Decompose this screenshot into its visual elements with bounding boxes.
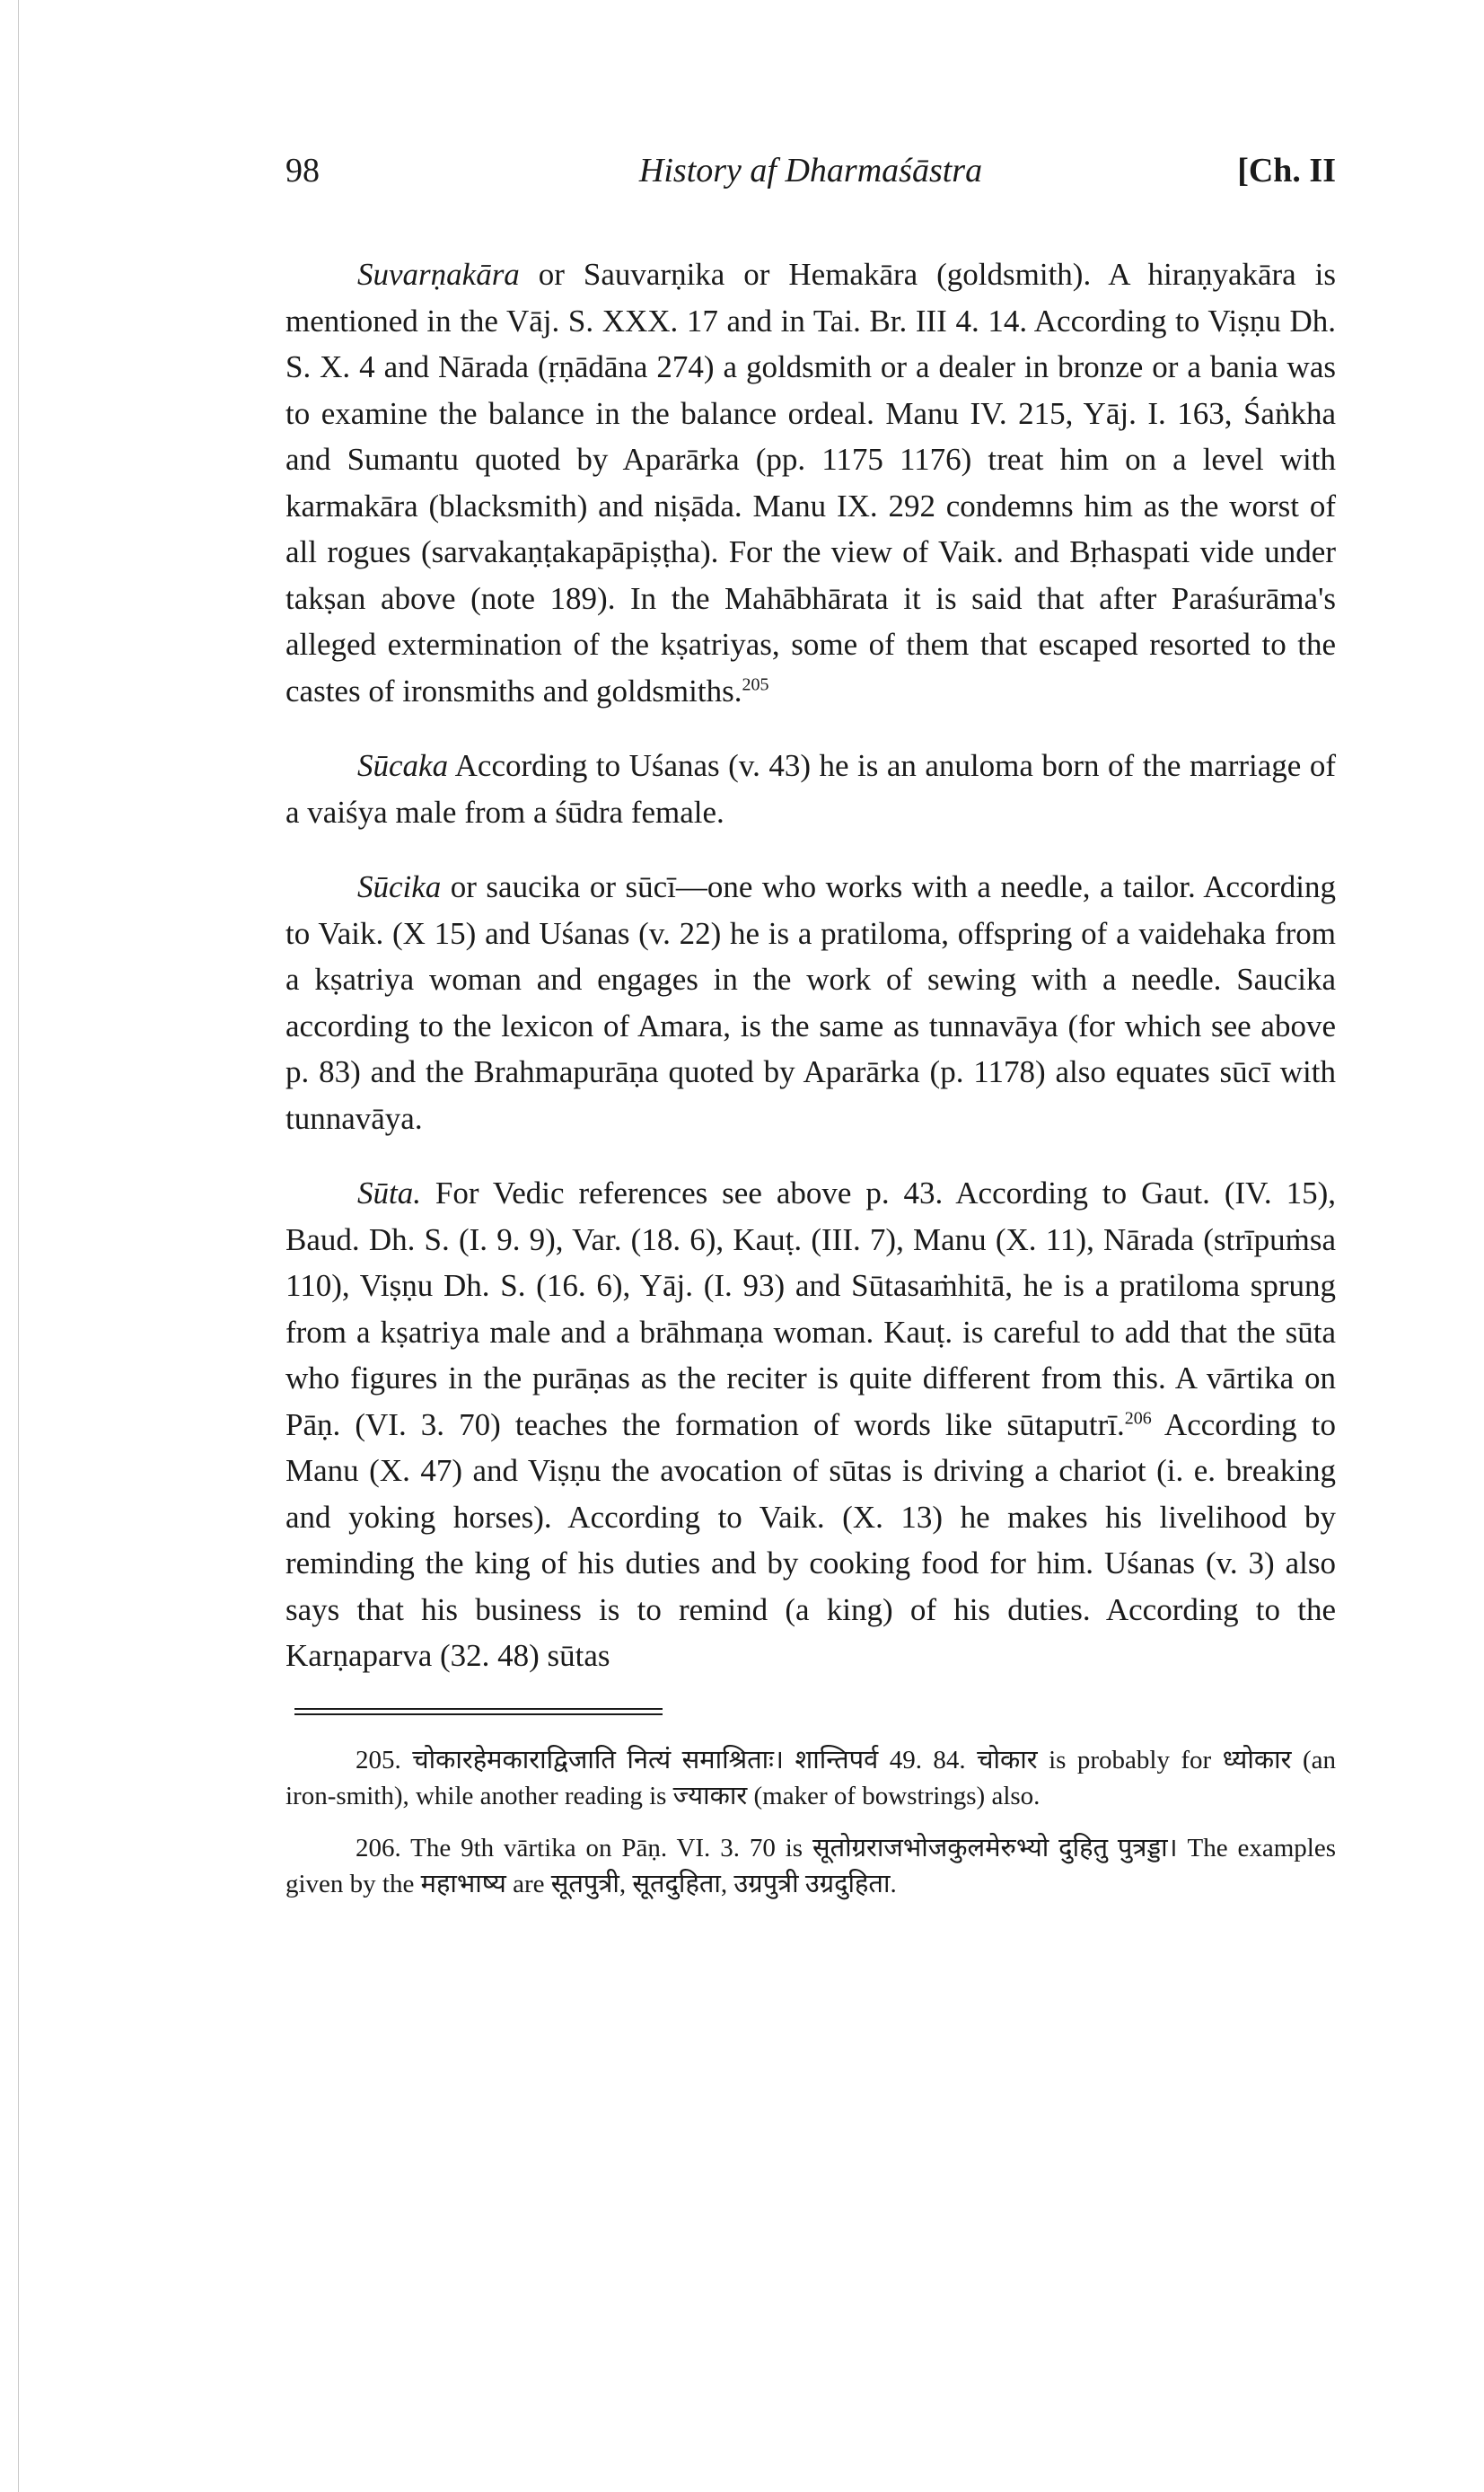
main-text [285,251,1336,1679]
entry-term: Sūcika [357,869,442,904]
book-page [285,151,1336,1918]
page-number: 98 [285,152,320,189]
entry-text: For Vedic references see above p. 43. According to Gaut. (IV. 15), Baud. Dh. S. (I. 9. 9), Var. (18. 6), Kauṭ. (III. 7), Manu (X. 11), Nārada (strīpuṁsa 110), Viṣṇu Dh. S. (16. 6), Yāj. (I. 93) and Sūtasaṁhitā, he is a pratiloma sprung from a kṣatriya male and a brāhmaṇa woman. Kauṭ. is careful to add that the sūta who figures in the purāṇas as the reciter is quite different from this. A vārtika on Pāṇ. (VI. 3. 70) teaches the formation of words like sūtaputrī. [285,1176,1336,1442]
footnote-number: 205. [356,1745,401,1774]
entry-term: Sūta. [357,1176,421,1211]
footnote-number: 206. [356,1833,401,1862]
footnote-ref: 205 [742,674,769,694]
entry-text: According to Uśanas (v. 43) he is an anuloma born of the marriage of a vaiśya male from a śūdra female. [285,748,1336,830]
entry-paragraph [285,1170,1336,1679]
running-title: History af Dharmaśāstra [638,152,983,189]
footnote-text: चोकारहेमकाराद्विजाति नित्यं समाश्रिताः। शान्तिपर्व 49. 84. चोकार is probably for ध्योकार (an iron-smith), while another reading is ज्याकार (maker of bowstrings) also. [285,1745,1336,1810]
footnote-separator [294,1708,663,1715]
footnote-ref: 206 [1124,1407,1152,1428]
entry-term: Suvarṇakāra [357,257,520,292]
chapter-marker: [Ch. II [1237,152,1336,189]
running-header [285,151,1336,205]
entry-text: or saucika or sūcī—one who works with a needle, a tailor. According to Vaik. (X 15) and Uśanas (v. 22) he is a pratiloma, offspring of a vaidehaka from a kṣatriya woman and engages in the work of sewing with a needle. Saucika according to the lexicon of Amara, is the same as tunnavāya (for which see above p. 83) and the Brahmapurāṇa quoted by Aparārka (p. 1178) also equates sūcī with tunnavāya. [285,869,1336,1136]
entry-text: or Sauvarṇika or Hemakāra (goldsmith). A hiraṇyakāra is mentioned in the Vāj. S. XXX. 17 and in Tai. Br. III 4. 14. According to Viṣṇu Dh. S. X. 4 and Nārada (ṛṇādāna 274) a goldsmith or a dealer in bronze or a bania was to examine the balance in the balance ordeal. Manu IV. 215, Yāj. I. 163, Śaṅkha and Sumantu quoted by Aparārka (pp. 1175 1176) treat him on a level with karmakāra (blacksmith) and niṣāda. Manu IX. 292 condemns him as the worst of all rogues (sarvakaṇṭakapāpiṣṭha). For the view of Vaik. and Bṛhaspati vide under takṣan above (note 189). In the Mahābhārata it is said that after Paraśurāma's alleged extermination of the kṣatriyas, some of them that escaped resorted to the castes of ironsmiths and goldsmiths. [285,257,1336,709]
entry-paragraph [285,743,1336,835]
entry-paragraph [285,251,1336,714]
footnotes [285,1742,1336,1902]
entry-term: Sūcaka [357,748,449,783]
footnote [285,1742,1336,1814]
entry-text-cont: According to Manu (X. 47) and Viṣṇu the avocation of sūtas is driving a chariot (i. e. breaking and yoking horses). According to Vaik. (X. 13) he makes his livelihood by reminding the king of his duties and by cooking food for him. Uśanas (v. 3) also says that his business is to remind (a king) of his duties. According to the Karṇaparva (32. 48) sūtas [285,1406,1336,1673]
footnote [285,1830,1336,1902]
entry-paragraph [285,864,1336,1141]
footnote-text: The 9th vārtika on Pāṇ. VI. 3. 70 is सूतोग्रराजभोजकुलमेरुभ्यो दुहितु पुत्रड्डा। The examples given by the महाभाष्य are सूतपुत्री, सूतदुहिता, उग्रपुत्री उग्रदुहिता. [285,1833,1336,1898]
page-edge-line [18,0,19,2492]
